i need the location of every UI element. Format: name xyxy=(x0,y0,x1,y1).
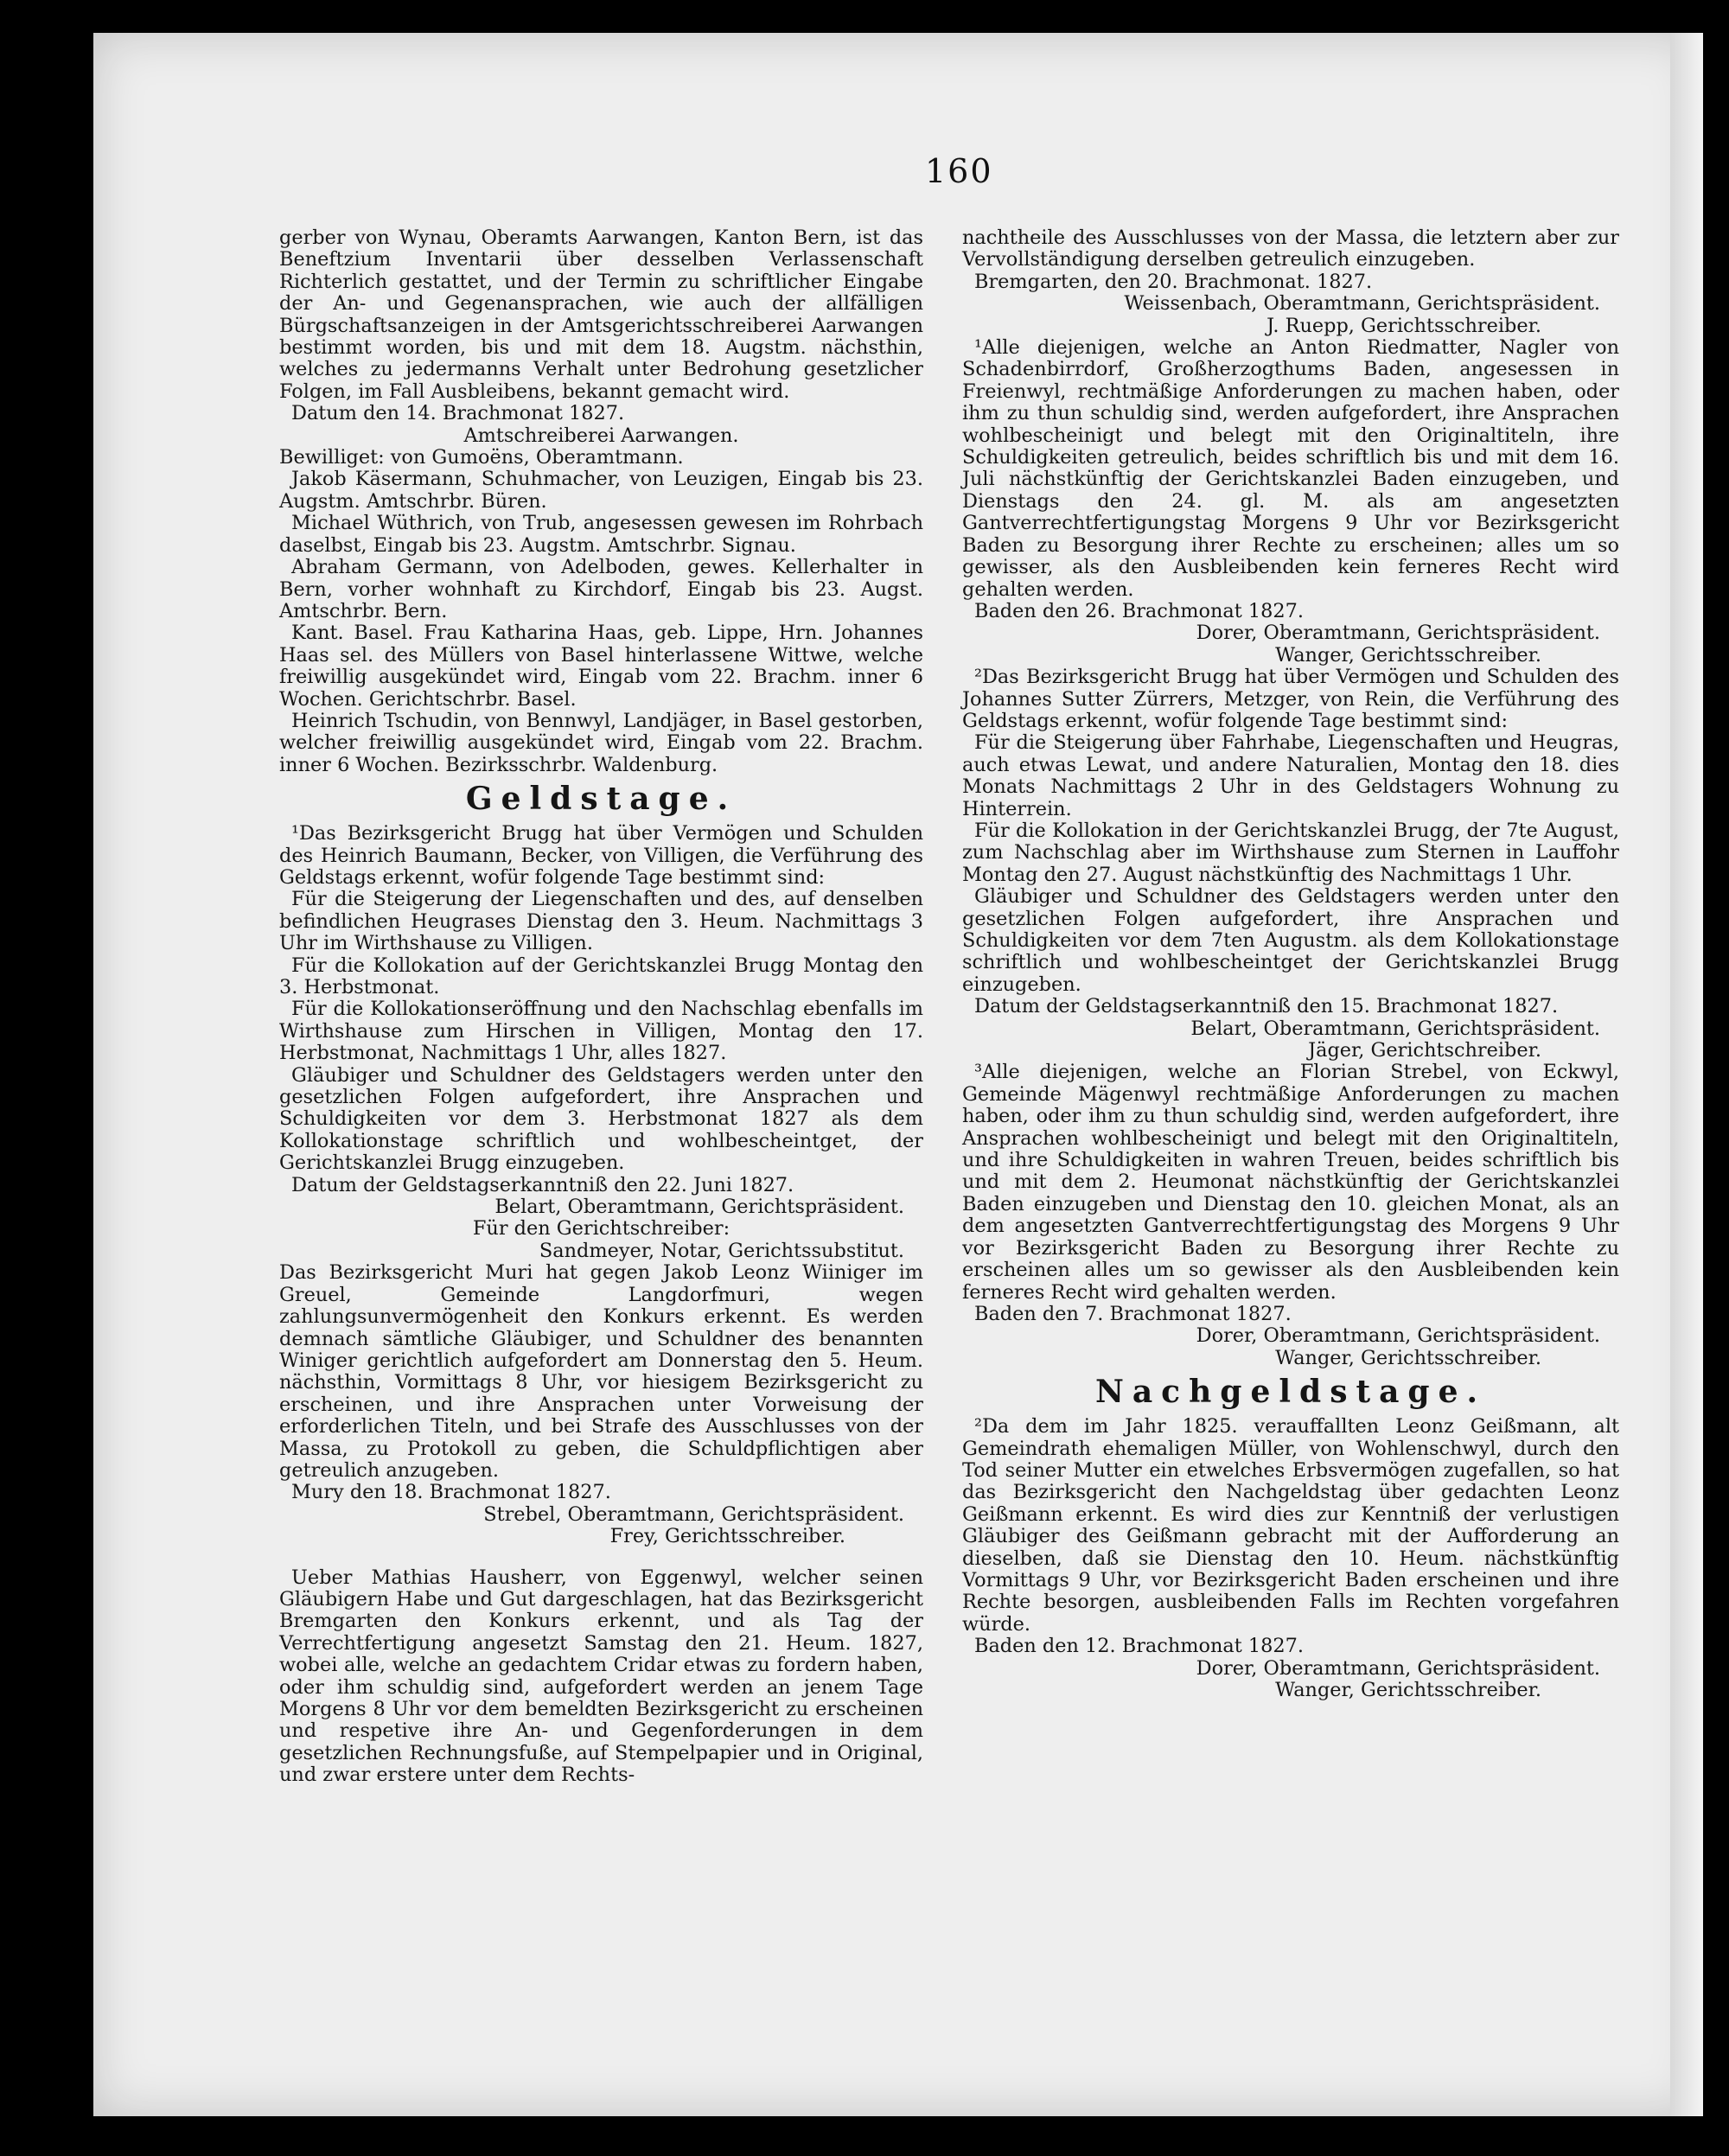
notice-date: Baden den 12. Brachmonat 1827. xyxy=(974,1635,1304,1658)
newspaper-page xyxy=(93,33,1703,2116)
notice-paragraph: Ueber Mathias Hausherr, von Eggenwyl, welcher seinen Gläubigern Habe und Gut dargeschlagen, hat das Bezirksgericht Bremgarten den Konkurs erkennt, und als Tag der Verrechtfertigung angesetzt Samstag den 21. Heum. 1827, wobei alle, welche an gedachtem Cridar etwas zu fordern haben, oder ihm schuldig sind, aufgefordert werden an jenem Tage Morgens 8 Uhr vor dem bemeldten Bezirksgericht zu erscheinen und respetive ihre An- und Gegenforderungen in dem gesetzlichen Rechnungsfuße, auf Stempelpapier und in Original, und zwar erstere unter dem Rechts- xyxy=(279,1566,923,1787)
notice-signature: Wanger, Gerichtsschreiber. xyxy=(1275,1346,1541,1369)
notice-signature: Sandmeyer, Notar, Gerichtssubstitut. xyxy=(539,1239,904,1262)
notice-date: Datum der Geldstagserkanntniß den 15. Brachmonat 1827. xyxy=(974,995,1559,1018)
notice-signature: Dorer, Oberamtmann, Gerichtspräsident. xyxy=(1196,1324,1600,1348)
approval-line: Bewilliget: von Gumoëns, Oberamtmann. xyxy=(279,446,684,469)
notice-signature: Für den Gerichtschreiber: xyxy=(472,1217,731,1241)
notice-signature: Dorer, Oberamtmann, Gerichtspräsident. xyxy=(1196,622,1600,645)
notice-signature: Dorer, Oberamtmann, Gerichtspräsident. xyxy=(1196,1656,1600,1680)
right-column xyxy=(962,227,1619,1701)
notice-paragraph: Gläubiger und Schuldner des Geldstagers werden unter den gesetzlichen Folgen aufgefordert, ihre Ansprachen und Schuldigkeiten vor dem 7ten Augustm. als dem Kollokationstage schriftlich und wohlbescheintget der Gerichtskanzlei Brugg einzugeben. xyxy=(962,885,1619,996)
section-heading-nachgeldstage: Nachgeldstage. xyxy=(1094,1374,1487,1411)
notice-paragraph: gerber von Wynau, Oberamts Aarwangen, Kanton Bern, ist das Beneftzium Inventarii über desselben Verlassenschaft Richterlich gestattet, und der Termin zu schriftlicher Eingabe der An- und Gegenansprachen, wie auch der allfälligen Bürgschaftsanzeigen in der Amtsgerichtsschreiberei Aarwangen bestimmt worden, bis und mit dem 18. Augstm. nächsthin, welches zu jedermanns Verhalt unter Bedrohung gesetzlicher Folgen, im Fall Ausbleibens, bekannt gemacht wird. xyxy=(279,226,923,403)
page-number: 160 xyxy=(925,152,993,190)
notice-paragraph: Für die Kollokation auf der Gerichtskanzlei Brugg Montag den 3. Herbstmonat. xyxy=(279,954,923,998)
notice-date: Datum den 14. Brachmonat 1827. xyxy=(291,402,625,425)
notice-paragraph: Für die Kollokation in der Gerichtskanzlei Brugg, der 7te August, zum Nachschlag aber im Wirthshause zum Sternen in Lauffohr Montag den 27. August nächstkünftig des Nachmittags 1 Uhr. xyxy=(962,819,1619,886)
list-item: Abraham Germann, von Adelboden, gewes. Kellerhalter in Bern, vorher wohnhaft zu Kirchdorf, Eingab bis 23. Augst. Amtschrbr. Bern. xyxy=(279,556,923,622)
notice-signature: Jäger, Gerichtschreiber. xyxy=(1308,1039,1541,1062)
notice-paragraph: ³Alle diejenigen, welche an Florian Strebel, von Eckwyl, Gemeinde Mägenwyl rechtmäßige Anforderungen zu machen haben, oder ihm zu thun schuldig sind, werden aufgefordert, ihre Ansprachen wohlbescheinigt und belegt mit den Originaltiteln, und ihre Schuldigkeiten in wahren Treuen, beides schriftlich bis und mit dem 2. Heumonat nächstkünftig der Gerichtskanzlei Baden einzugeben und Dienstag den 10. gleichen Monat, als an dem angesetzten Gantverrechtfertigungstag des Morgens 9 Uhr vor Bezirksgericht Baden zu Besorgung ihrer Rechte zu erscheinen alles um so gewisser als den Ausbleibenden kein ferneres Recht wird gehalten werden. xyxy=(962,1061,1619,1304)
list-item: Kant. Basel. Frau Katharina Haas, geb. Lippe, Hrn. Johannes Haas sel. des Müllers von Basel hinterlassene Wittwe, welche freiwillig ausgekündet wird, Eingab vom 22. Brachm. inner 6 Wochen. Gerichtschrbr. Basel. xyxy=(279,622,923,711)
section-heading-geldstage: Geldstage. xyxy=(465,781,737,818)
notice-paragraph: Für die Steigerung über Fahrhabe, Liegenschaften und Heugras, auch etwas Lewat, und andere Naturalien, Montag den 18. dies Monats Nachmittags 2 Uhr in des Geldstagers Wohnung zu Hinterrein. xyxy=(962,731,1619,820)
notice-paragraph: Für die Kollokationseröffnung und den Nachschlag ebenfalls im Wirthshause zum Hirschen in Villigen, Montag den 17. Herbstmonat, Nachmittags 1 Uhr, alles 1827. xyxy=(279,998,923,1065)
notice-paragraph: ²Da dem im Jahr 1825. verauffallten Leonz Geißmann, alt Gemeindrath ehemaligen Müller, von Wohlenschwyl, durch den Tod seiner Mutter ein etwelches Erbsvermögen zugefallen, so hat das Bezirksgericht den Nachgeldstag über gedachten Leonz Geißmann erkennt. Es wird dies zur Kenntniß der verlustigen Gläubiger des Geißmann gebracht mit der Aufforderung an dieselben, daß sie Dienstag den 10. Heum. nächstkünftig Vormittags 9 Uhr, vor Bezirksgericht Baden erscheinen und ihre Rechte besorgen, ausbleibenden Falls im Rechten vorgefahren würde. xyxy=(962,1415,1619,1636)
notice-date: Baden den 7. Brachmonat 1827. xyxy=(974,1302,1292,1325)
list-item: Jakob Käsermann, Schuhmacher, von Leuzigen, Eingab bis 23. Augstm. Amtschrbr. Büren. xyxy=(279,468,923,513)
notice-date: Bremgarten, den 20. Brachmonat. 1827. xyxy=(974,270,1373,293)
notice-paragraph: ²Das Bezirksgericht Brugg hat über Vermögen und Schulden des Johannes Sutter Zürrers, Metzger, von Rein, die Verführung des Geldstags erkennt, wofür folgende Tage bestimmt sind: xyxy=(962,666,1619,732)
notice-date: Mury den 18. Brachmonat 1827. xyxy=(291,1481,611,1504)
notice-date: Datum der Geldstagserkanntniß den 22. Juni 1827. xyxy=(291,1173,794,1196)
page-edge xyxy=(1670,33,1703,2116)
notice-paragraph: Das Bezirksgericht Muri hat gegen Jakob Leonz Wiiniger im Greuel, Gemeinde Langdorfmuri, wegen zahlungsunvermögenheit den Konkurs erkennt. Es werden demnach sämtliche Gläubiger, und Schuldner des benannten Winiger gerichtlich aufgefordert am Donnerstag den 5. Heum. nächsthin, Vormittags 8 Uhr, vor hiesigem Bezirksgericht zu erscheinen, und ihre Ansprachen unter Vorweisung der erforderlichen Titeln, und bei Strafe des Ausschlusses von der Massa, zu Protokoll zu geben, die Schuldpflichtigen aber getreulich anzugeben. xyxy=(279,1261,923,1482)
list-item: Michael Wüthrich, von Trub, angesessen gewesen im Rohrbach daselbst, Eingab bis 23. Augstm. Amtschrbr. Signau. xyxy=(279,512,923,557)
notice-paragraph: Für die Steigerung der Liegenschaften und des, auf denselben befindlichen Heugrases Dienstag den 3. Heum. Nachmittags 3 Uhr im Wirthshause zu Villigen. xyxy=(279,888,923,955)
notice-signature: Strebel, Oberamtmann, Gerichtspräsident. xyxy=(483,1502,904,1526)
notice-signature: Belart, Oberamtmann, Gerichtspräsident. xyxy=(1190,1017,1600,1040)
notice-date: Baden den 26. Brachmonat 1827. xyxy=(974,599,1304,622)
notice-signature: Wanger, Gerichtsschreiber. xyxy=(1275,643,1541,667)
notice-signature: Belart, Oberamtmann, Gerichtspräsident. xyxy=(494,1196,904,1219)
left-column xyxy=(279,227,923,1787)
notice-signature: J. Ruepp, Gerichtsschreiber. xyxy=(1266,314,1541,337)
notice-signature: Wanger, Gerichtsschreiber. xyxy=(1275,1679,1541,1701)
notice-signature: Amtschreiberei Aarwangen. xyxy=(463,424,739,447)
notice-paragraph: nachtheile des Ausschlusses von der Massa, die letztern aber zur Vervollständigung derselben getreulich einzugeben. xyxy=(962,226,1619,271)
notice-signature: Frey, Gerichtsschreiber. xyxy=(609,1525,845,1548)
notice-signature: Weissenbach, Oberamtmann, Gerichtspräsident. xyxy=(1124,292,1600,316)
notice-paragraph: Gläubiger und Schuldner des Geldstagers werden unter den gesetzlichen Folgen aufgefordert, ihre Ansprachen und Schuldigkeiten vor dem 3. Herbstmonat 1827 als dem Kollokationstage schriftlich und wohlbescheintget, der Gerichtskanzlei Brugg einzugeben. xyxy=(279,1063,923,1175)
notice-paragraph: ¹Das Bezirksgericht Brugg hat über Vermögen und Schulden des Heinrich Baumann, Becker, von Villigen, die Verführung des Geldstags erkennt, wofür folgende Tage bestimmt sind: xyxy=(279,822,923,889)
list-item: Heinrich Tschudin, von Bennwyl, Landjäger, in Basel gestorben, welcher freiwillig ausgekündet wird, Eingab vom 22. Brachm. inner 6 Wochen. Bezirksschrbr. Waldenburg. xyxy=(279,709,923,776)
notice-paragraph: ¹Alle diejenigen, welche an Anton Riedmatter, Nagler von Schadenbirrdorf, Großherzogthums Baden, angesessen in Freienwyl, rechtmäßige Anforderungen zu machen haben, oder ihm zu thun schuldig sind, werden aufgefordert, ihre Ansprachen wohlbescheinigt und belegt mit den Originaltiteln, ihre Schuldigkeiten getreulich, beides schriftlich bis und mit dem 16. Juli nächstkünftig der Gerichtskanzlei Baden einzugeben, und Dienstags den 24. gl. M. als am angesetzten Gantverrechtfertigungstag Morgens 9 Uhr vor Bezirksgericht Baden zu Besorgung ihrer Rechte zu erscheinen; alles um so gewisser, als den Ausbleibenden kein ferneres Recht wird gehalten werden. xyxy=(962,336,1619,601)
